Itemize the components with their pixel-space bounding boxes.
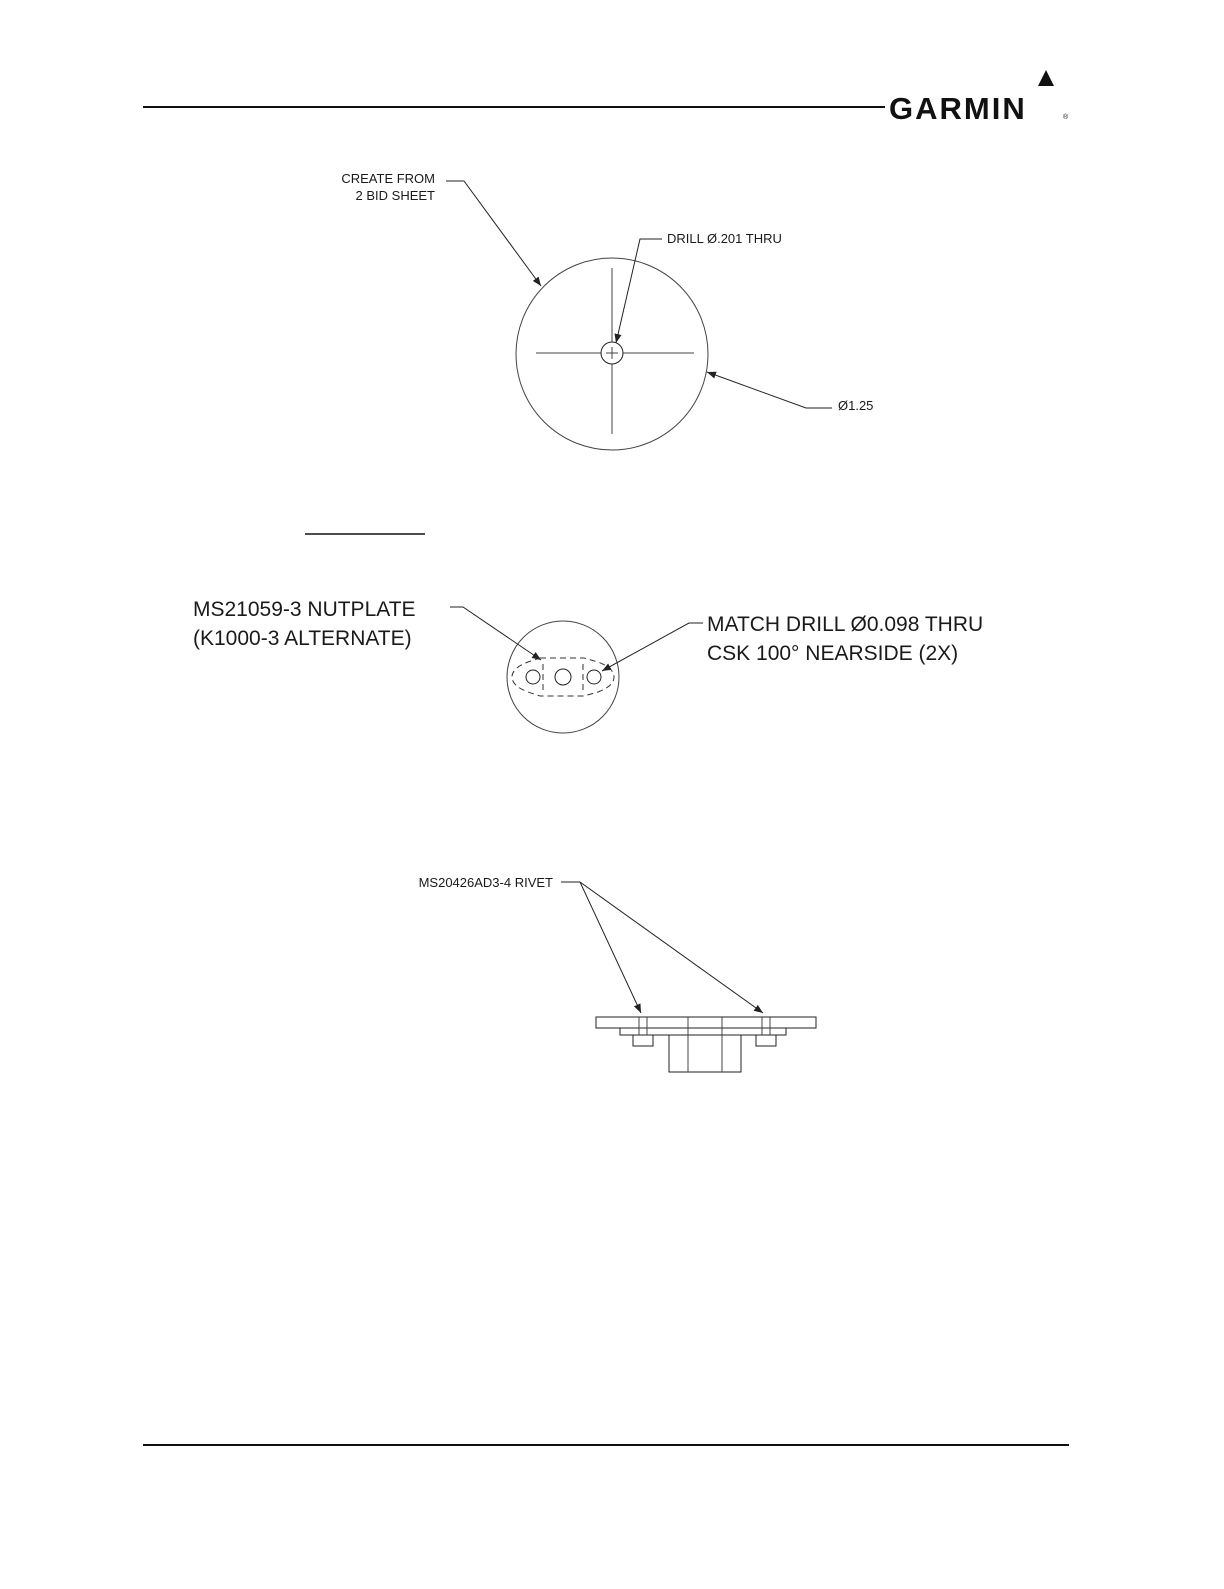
garmin-logo — [889, 70, 1069, 126]
callout-rivet: MS20426AD3-4 RIVET — [418, 875, 553, 890]
callout-nutplate-line2: (K1000-3 ALTERNATE) — [193, 627, 412, 650]
callout-match-line1: MATCH DRILL Ø0.098 THRU — [707, 613, 984, 636]
nutplate-outline-dashed — [512, 658, 614, 696]
rivet-tail-left — [633, 1035, 653, 1046]
leader-rivet-left — [580, 882, 641, 1013]
logo-registered-mark: ® — [1063, 114, 1069, 121]
nutplate-hole-center — [555, 669, 571, 685]
leader-diameter — [707, 372, 832, 408]
page-header — [143, 70, 1069, 126]
nut-body — [669, 1035, 741, 1072]
skin-plate — [596, 1017, 816, 1028]
callout-match-line2: CSK 100° NEARSIDE (2X) — [707, 642, 959, 665]
logo-text: GARMIN — [889, 91, 1027, 126]
leader-drill — [616, 239, 662, 343]
callout-create-line1: CREATE FROM — [341, 171, 435, 186]
nutplate-flange — [620, 1028, 786, 1035]
callout-diameter: Ø1.25 — [838, 398, 874, 413]
nutplate-hole-right — [587, 670, 601, 684]
callout-drill: DRILL Ø.201 THRU — [667, 231, 782, 246]
leader-rivet-right — [580, 882, 763, 1013]
leader-create — [446, 181, 541, 286]
logo-delta-icon — [1038, 70, 1054, 86]
figure-doubler-disc — [341, 171, 873, 450]
nutplate-disc-outline — [507, 621, 619, 733]
rivet-tail-right — [756, 1035, 776, 1046]
figure-nutplate-pattern — [193, 598, 983, 733]
nutplate-hole-left — [526, 670, 540, 684]
callout-nutplate-line1: MS21059-3 NUTPLATE — [193, 598, 416, 621]
callout-create-line2: 2 BID SHEET — [355, 188, 435, 203]
figure-rivet-section — [419, 875, 816, 1072]
